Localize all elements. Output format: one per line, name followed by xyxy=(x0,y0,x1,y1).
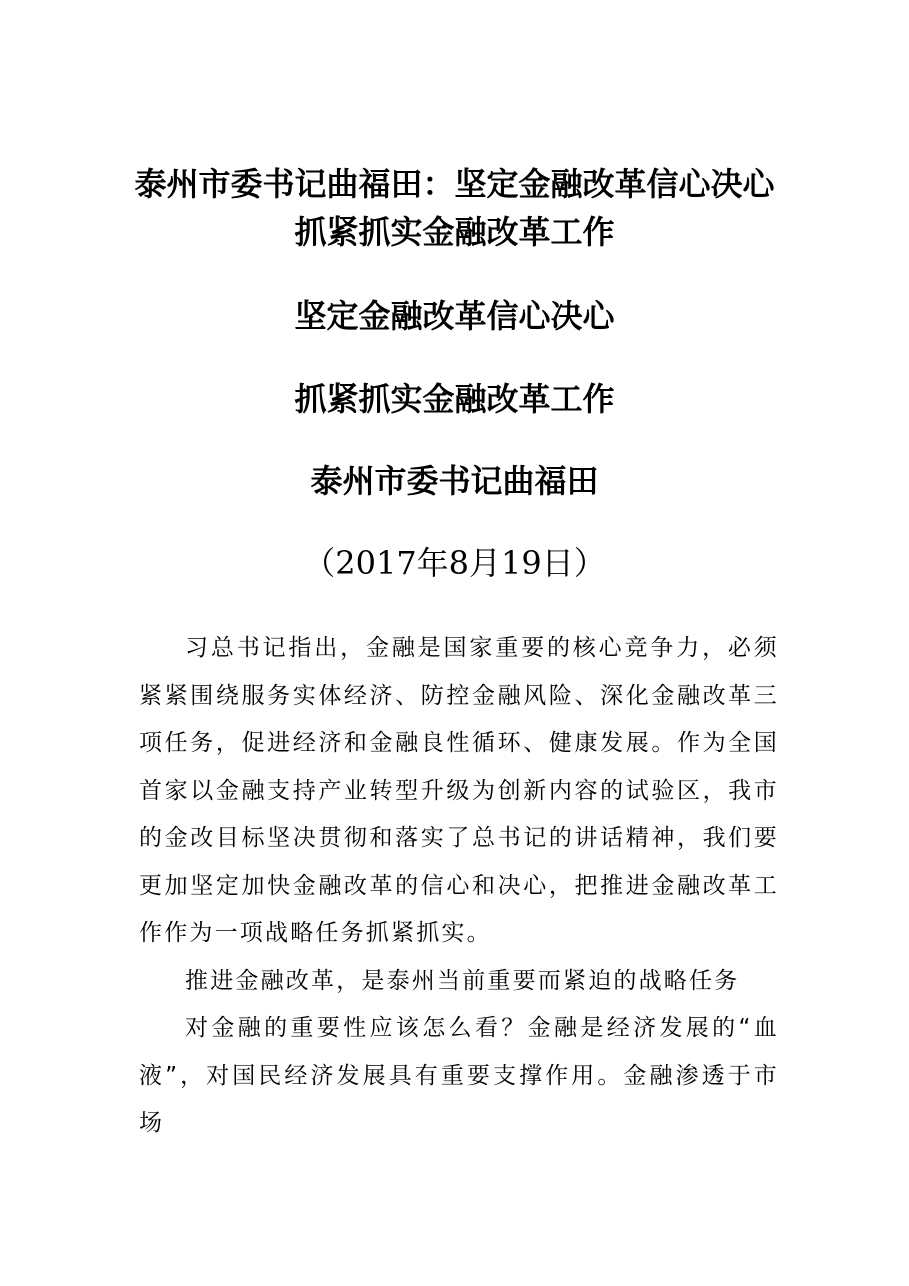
paragraph: 对金融的重要性应该怎么看？金融是经济发展的“血液”，对国民经济发展具有重要支撑作用。金融渗透于市场 xyxy=(139,1015,779,1136)
paragraph: 推进金融改革，是泰州当前重要而紧迫的战略任务 xyxy=(185,967,740,994)
subheading-1: 坚定金融改革信心决心 xyxy=(294,297,615,335)
title-line-2: 抓紧抓实金融改革工作 xyxy=(294,213,615,251)
date-line: （2017年8月19日） xyxy=(303,544,606,582)
body-text xyxy=(139,625,779,1148)
paragraph: 习总书记指出，金融是国家重要的核心竞争力，必须紧紧围绕服务实体经济、防控金融风险、深化金融改革三项任务，促进经济和金融良性循环、健康发展。作为全国首家以金融支持产业转型升级为创新内容的试验区，我市的金改目标坚决贯彻和落实了总书记的讲话精神，我们要更加坚定加快金融改革的信心和决心，把推进金融改革工作作为一项战略任务抓紧抓实。 xyxy=(139,635,779,946)
subheading-2: 抓紧抓实金融改革工作 xyxy=(294,380,615,418)
document-title xyxy=(100,160,809,256)
author-line: 泰州市委书记曲福田 xyxy=(310,462,599,500)
title-line-1: 泰州市委书记曲福田：坚定金融改革信心决心 xyxy=(134,165,775,203)
